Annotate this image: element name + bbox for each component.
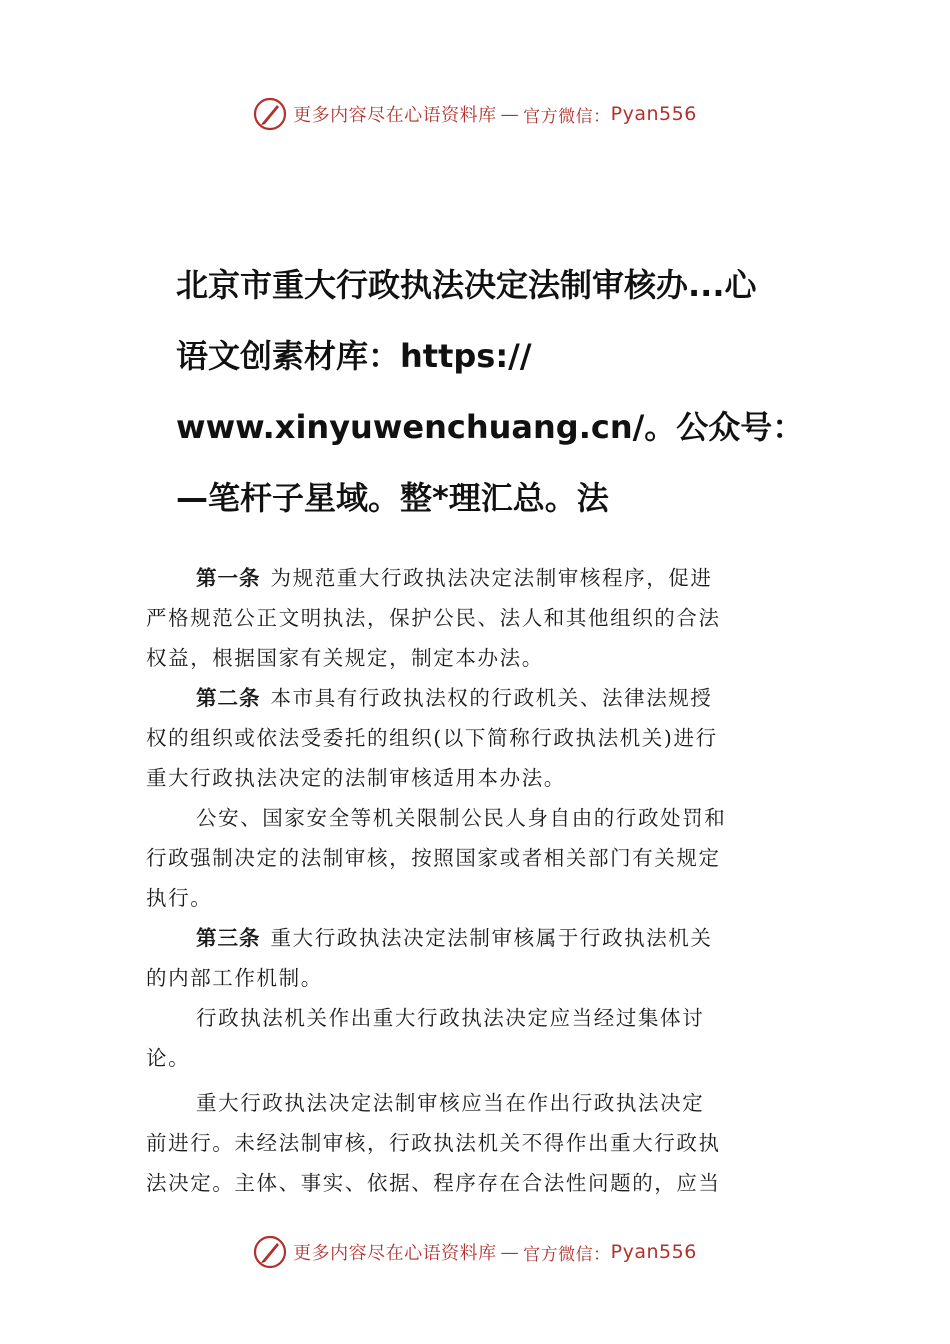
banner-wechat-label: 官方微信： <box>523 1244 611 1265</box>
article-text-line: 为规范重大行政执法决定法制审核程序，促进 <box>270 566 713 590</box>
article-text-line: 的内部工作机制。 <box>146 966 323 990</box>
article-2-paragraph-2 <box>146 798 816 918</box>
document-title <box>176 250 876 534</box>
article-3 <box>146 918 816 998</box>
article-text-line: 重大行政执法决定法制审核属于行政执法机关 <box>270 926 713 950</box>
article-text-line: 论。 <box>146 1046 191 1070</box>
title-line: www.xinyuwenchuang.cn/。公众号： <box>176 408 805 446</box>
article-3-paragraph-2 <box>146 998 816 1078</box>
title-line: 语文创素材库：https:// <box>176 337 532 375</box>
article-text-line: 权的组织或依法受委托的组织(以下简称行政执法机关)进行 <box>146 726 718 750</box>
article-text-line: 本市具有行政执法权的行政机关、法律法规授 <box>270 686 713 710</box>
banner-brand: 更多内容尽在心语资料库 <box>293 105 497 126</box>
banner-wechat-id: Pyan556 <box>610 1241 697 1263</box>
article-text-line: 行政强制决定的法制审核，按照国家或者相关部门有关规定 <box>146 846 721 870</box>
article-text-line: 重大行政执法决定法制审核应当在作出行政执法决定 <box>196 1091 705 1115</box>
article-text-line: 行政执法机关作出重大行政执法决定应当经过集体讨 <box>196 1006 705 1030</box>
banner-brand: 更多内容尽在心语资料库 <box>293 1243 497 1264</box>
article-1 <box>146 558 816 678</box>
article-text-line: 重大行政执法决定的法制审核适用本办法。 <box>146 766 566 790</box>
title-line: —笔杆子星域。整*理汇总。法 <box>176 479 609 517</box>
article-text-line: 执行。 <box>146 886 213 910</box>
quill-pen-seal-icon <box>253 1235 287 1269</box>
banner-separator: — <box>500 1241 520 1263</box>
article-text-line: 严格规范公正文明执法，保护公民、法人和其他组织的合法 <box>146 606 721 630</box>
banner-wechat-label: 官方微信： <box>523 106 611 127</box>
title-line: 北京市重大行政执法决定法制审核办...心 <box>176 266 757 304</box>
article-text-line: 法决定。主体、事实、依据、程序存在合法性问题的，应当 <box>146 1171 721 1195</box>
footer-banner <box>0 1230 950 1274</box>
banner-wechat-id: Pyan556 <box>610 103 697 125</box>
article-label: 第一条 <box>196 566 261 590</box>
article-label: 第三条 <box>196 926 261 950</box>
quill-pen-seal-icon <box>253 97 287 131</box>
document-body <box>146 558 816 1203</box>
article-label: 第二条 <box>196 686 261 710</box>
article-text-line: 公安、国家安全等机关限制公民人身自由的行政处罚和 <box>196 806 727 830</box>
article-3-paragraph-3 <box>146 1083 816 1203</box>
article-text-line: 前进行。未经法制审核，行政执法机关不得作出重大行政执 <box>146 1131 721 1155</box>
article-text-line: 权益，根据国家有关规定，制定本办法。 <box>146 646 544 670</box>
header-banner <box>0 92 950 136</box>
article-2 <box>146 678 816 798</box>
banner-separator: — <box>500 103 520 125</box>
